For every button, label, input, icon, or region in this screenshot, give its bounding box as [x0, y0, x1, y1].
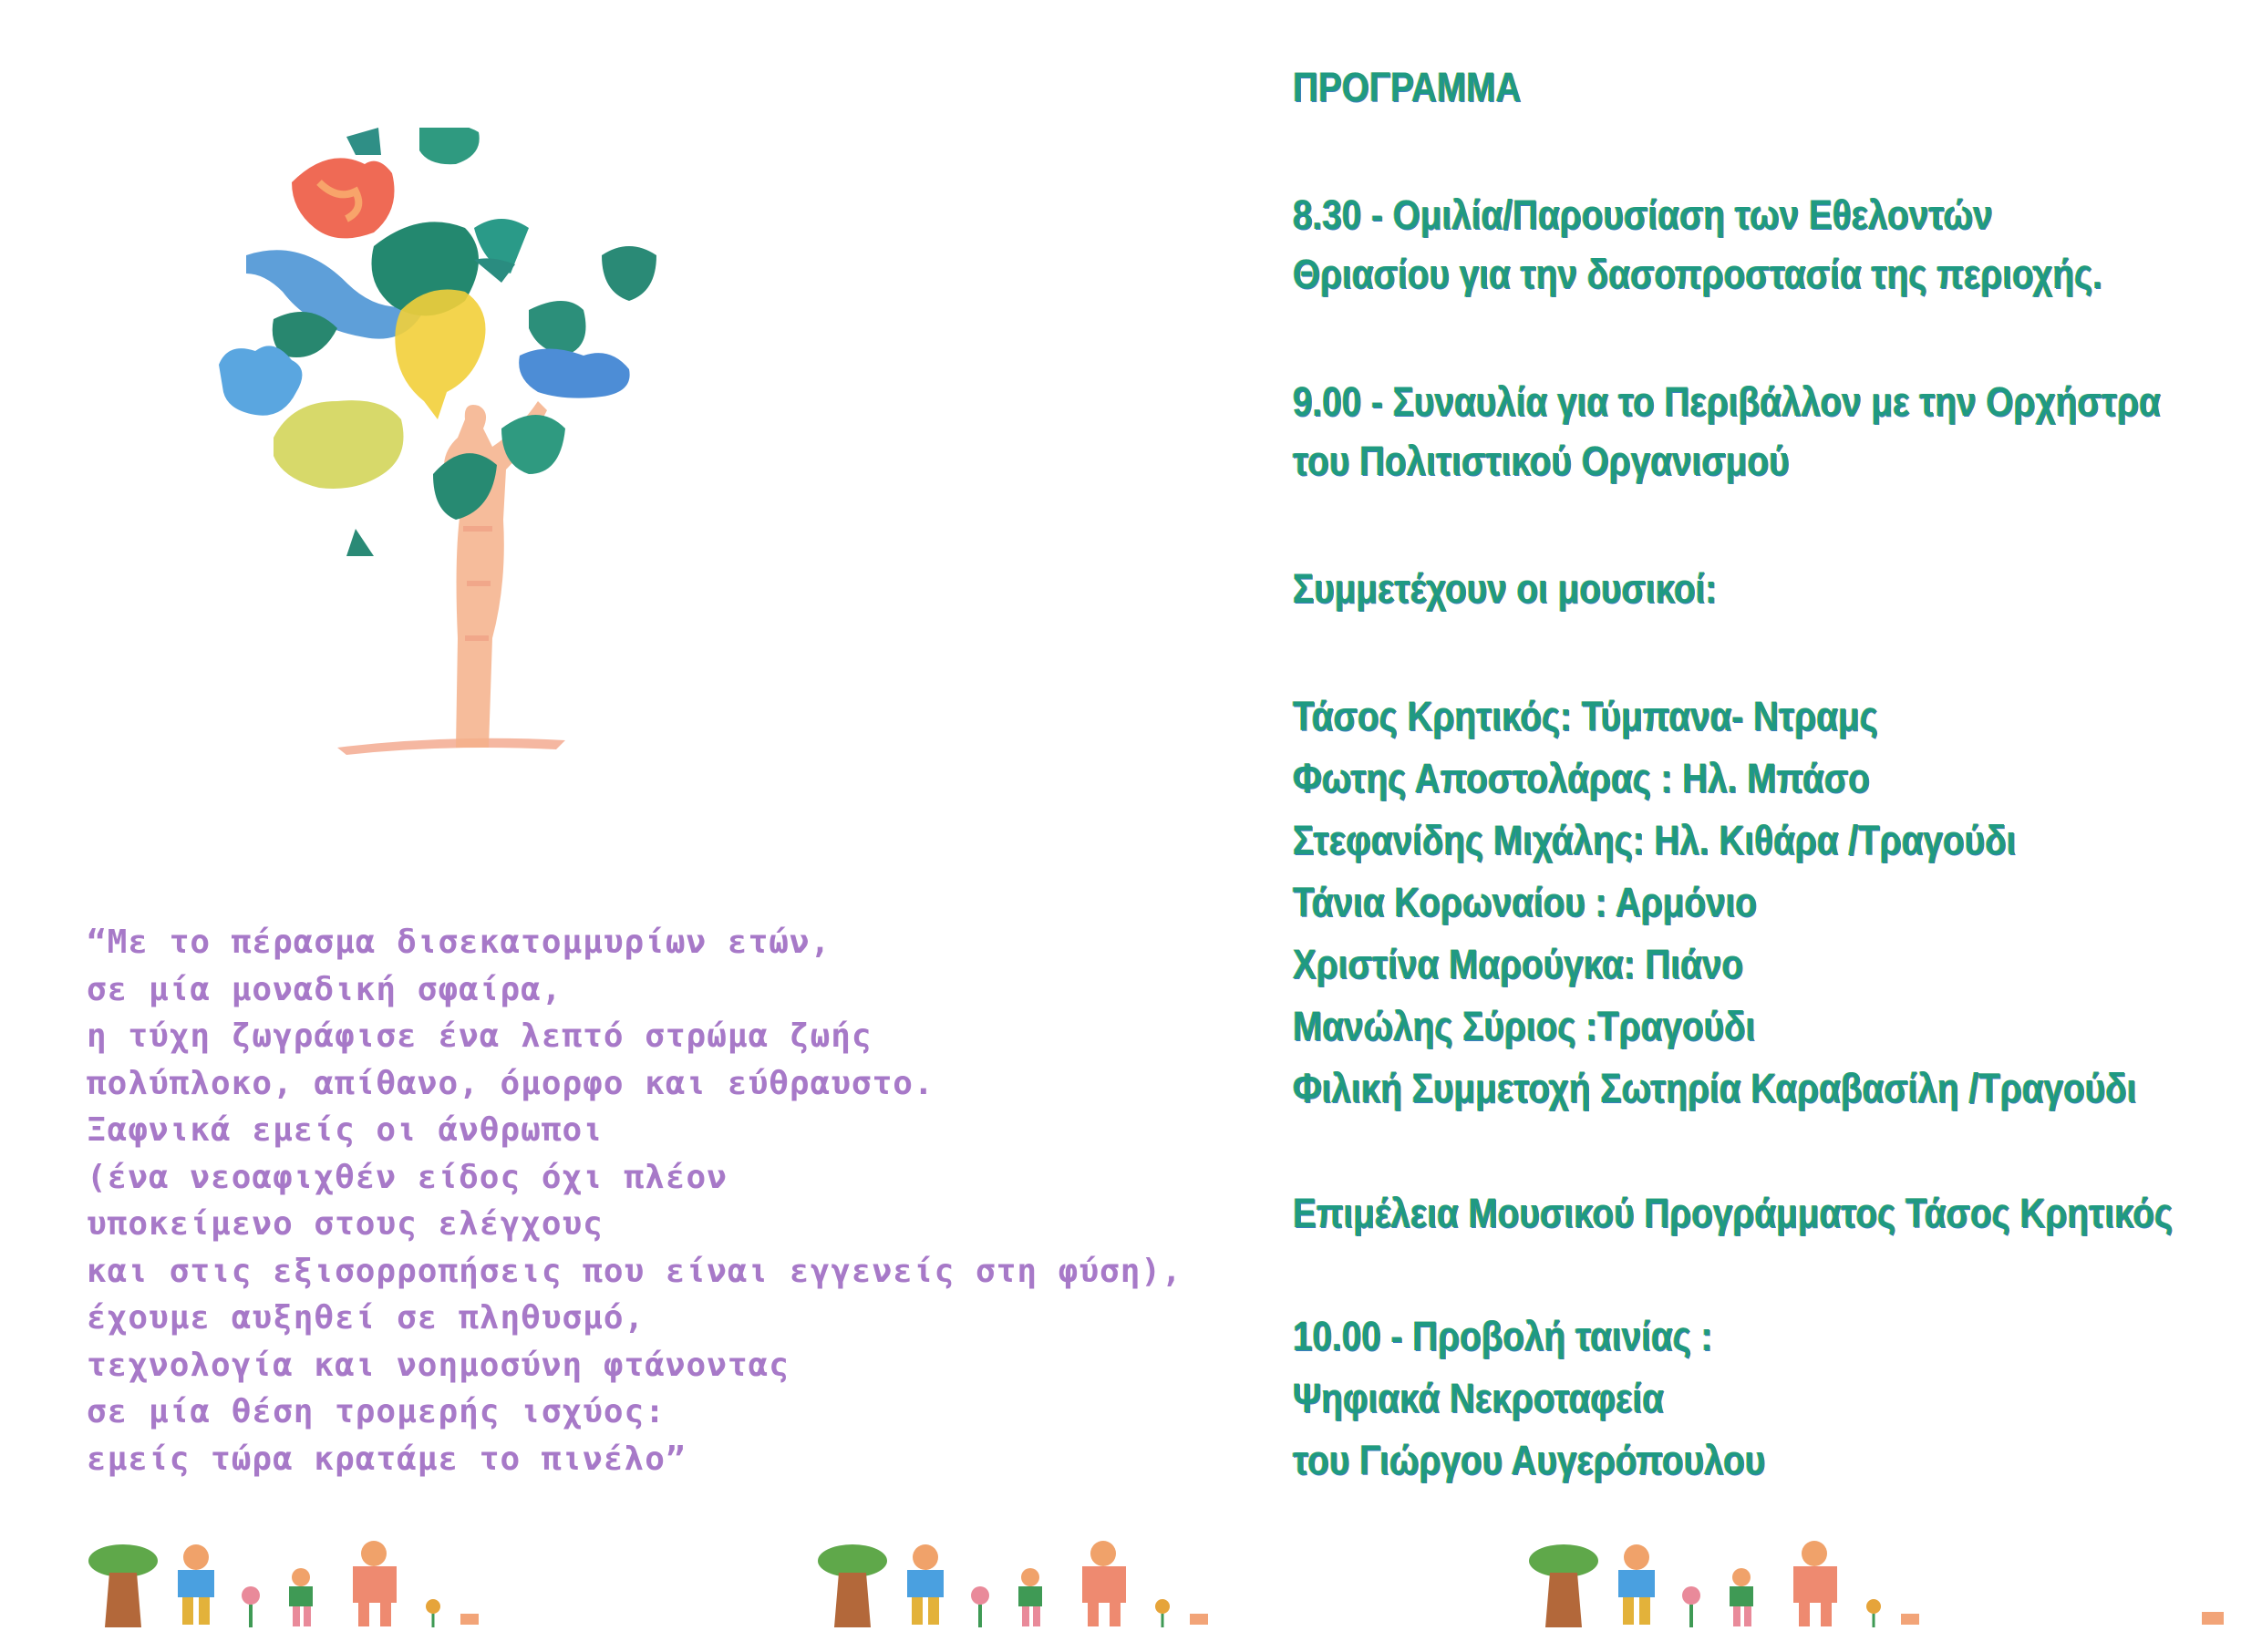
- musician-item: Χριστίνα Μαρούγκα: Πιάνο: [1293, 941, 1744, 987]
- program-item-900-line2: του Πολιτιστικού Οργανισμού: [1293, 438, 1790, 484]
- quote-line: εμείς τώρα κρατάμε το πινέλο”: [87, 1440, 687, 1478]
- quote-line: (ένα νεοαφιχθέν είδος όχι πλέον: [87, 1158, 728, 1196]
- quote-line: “Με το πέρασμα δισεκατομμυρίων ετών,: [87, 924, 831, 961]
- program-item-1000-line3: του Γιώργου Αυγερόπουλου: [1293, 1437, 1766, 1483]
- quote-line: η τύχη ζωγράφισε ένα λεπτό στρώμα ζωής: [87, 1017, 873, 1055]
- quote-line: έχουμε αυξηθεί σε πληθυσμό,: [87, 1299, 646, 1337]
- quote-line: τεχνολογία και νοημοσύνη φτάνοντας: [87, 1346, 790, 1384]
- quote-line: Ξαφνικά εμείς οι άνθρωποι: [87, 1111, 604, 1149]
- musician-item: Φωτης Αποστολάρας : Ηλ. Μπάσο: [1293, 755, 1870, 801]
- tree-of-life-illustration: [219, 128, 811, 766]
- program-item-1000-line2: Ψηφιακά Νεκροταφεία: [1293, 1375, 1664, 1421]
- program-title: ΠΡΟΓΡΑΜΜΑ: [1293, 64, 1522, 110]
- children-and-trees-border: [87, 1541, 2257, 1632]
- quote-line: πολύπλοκο, απίθανο, όμορφο και εύθραυστο.: [87, 1064, 935, 1102]
- program-item-1000-line1: 10.00 - Προβολή ταινίας :: [1293, 1313, 1713, 1359]
- musician-item: Μανώλης Σύριος :Τραγούδι: [1293, 1003, 1756, 1049]
- musician-item: Φιλική Συμμετοχή Σωτηρία Καραβασίλη /Τραγούδι: [1293, 1065, 2137, 1111]
- program-item-830-line1: 8.30 - Ομιλία/Παρουσίαση των Εθελοντών: [1293, 191, 1993, 238]
- quote-line: υποκείμενο στους ελέγχους: [87, 1205, 604, 1243]
- music-curation: Επιμέλεια Μουσικού Προγράμματος Τάσος Κρητικός: [1293, 1190, 2174, 1236]
- musicians-heading: Συμμετέχουν οι μουσικοί:: [1293, 565, 1718, 612]
- musician-item: Τάνια Κορωναίου : Αρμόνιο: [1293, 879, 1758, 925]
- quote-line: σε μία μοναδική σφαίρα,: [87, 970, 563, 1008]
- quote-block: [87, 919, 1226, 1482]
- quote-line: σε μία θέση τρομερής ισχύος:: [87, 1393, 666, 1430]
- program-item-900-line1: 9.00 - Συναυλία για το Περιβάλλον με την Ορχήστρα: [1293, 378, 2161, 425]
- program-item-830-line2: Θριασίου για την δασοπροστασία της περιοχής.: [1293, 251, 2102, 297]
- musician-item: Στεφανίδης Μιχάλης: Ηλ. Κιθάρα /Τραγούδι: [1293, 817, 2017, 863]
- quote-line: και στις εξισορροπήσεις που είναι εγγενείς στη φύση),: [87, 1252, 1183, 1290]
- musician-item: Τάσος Κρητικός: Τύμπανα- Ντραμς: [1293, 693, 1878, 739]
